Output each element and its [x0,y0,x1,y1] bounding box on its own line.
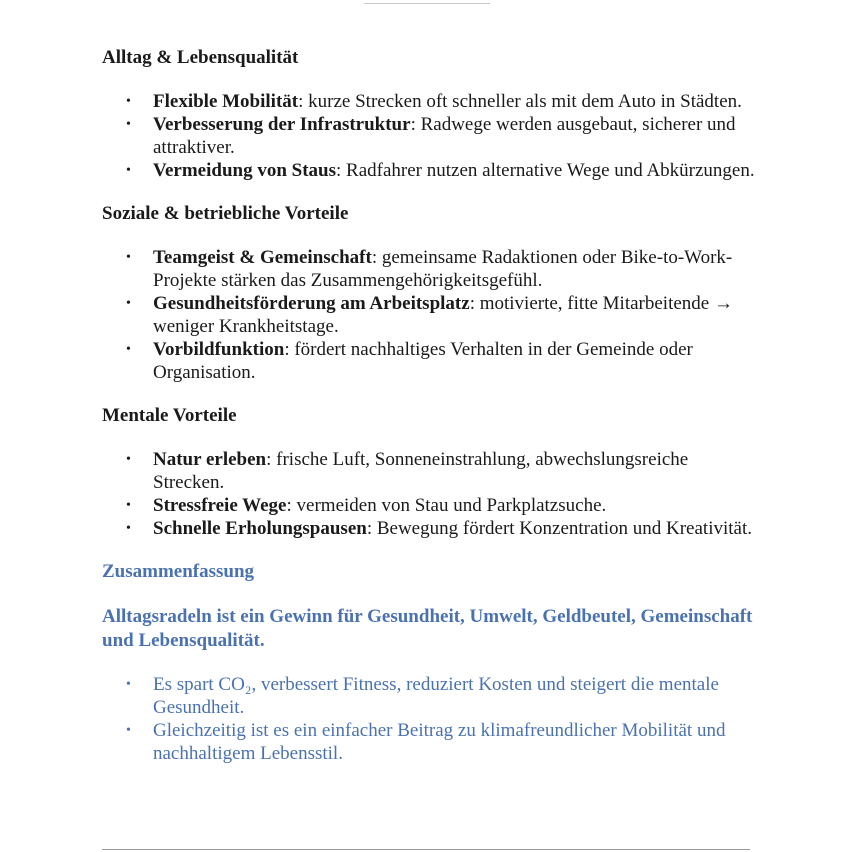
item-text: : gemeinsame Radaktionen oder Bike-to-Work-Projekte stärken das Zusammengehörigkeitsgefühl. [153,247,733,291]
item-text: Gleichzeitig ist es ein einfacher Beitrag zu klimafreundlicher Mobilität und nachhaltigem Lebensstil. [153,720,726,764]
bullet-icon: • [126,521,131,536]
item-term: Verbesserung der Infrastruktur [153,114,411,135]
list-item [102,673,762,719]
list-item [102,159,762,182]
bullet-icon: • [126,163,131,178]
bullet-list-alltag [102,90,762,182]
bullet-icon: • [126,498,131,513]
item-term: Flexible Mobilität [153,91,299,112]
section-heading-soziale: Soziale & betriebliche Vorteile [102,203,349,224]
item-term: Vermeidung von Staus [153,160,337,181]
bullet-icon: • [126,677,131,692]
summary-lead: Alltagsradeln ist ein Gewinn für Gesundheit, Umwelt, Geldbeutel, Gemeinschaft und Lebensqualität. [102,606,753,651]
list-item [102,338,762,384]
header-line [364,0,490,4]
horizontal-rule [102,849,750,850]
item-term: Schnelle Erholungspausen [153,518,367,539]
item-term: Teamgeist & Gemeinschaft [153,247,372,268]
list-item [102,719,762,765]
item-text: : kurze Strecken oft schneller als mit dem Auto in Städten. [298,91,742,112]
list-item [102,517,762,540]
item-term: Vorbildfunktion [153,339,285,360]
section-heading-alltag: Alltag & Lebensqualität [102,47,299,68]
summary-list [102,673,762,765]
bullet-icon: • [126,94,131,109]
bullet-list-soziale [102,246,762,384]
bullet-icon: • [126,452,131,467]
item-term: Gesundheitsförderung am Arbeitsplatz [153,293,470,314]
list-item [102,90,762,113]
section-heading-mentale: Mentale Vorteile [102,405,237,426]
item-text: : Radfahrer nutzen alternative Wege und Abkürzungen. [336,160,755,181]
document-body [102,46,762,785]
summary-heading: Zusammenfassung [102,561,255,582]
bullet-icon: • [126,723,131,738]
bullet-icon: • [126,342,131,357]
item-text: : vermeiden von Stau und Parkplatzsuche. [286,495,607,516]
list-item [102,448,762,494]
item-term: Natur erleben [153,449,267,470]
item-text: : motivierte, fitte Mitarbeitende → weniger Krankheitstage. [153,293,733,337]
list-item [102,246,762,292]
bullet-icon: • [126,296,131,311]
item-term: Stressfreie Wege [153,495,287,516]
list-item [102,292,762,338]
bullet-icon: • [126,250,131,265]
item-text: : frische Luft, Sonneneinstrahlung, abwechslungsreiche Strecken. [153,449,689,493]
item-text: : Radwege werden ausgebaut, sicherer und attraktiver. [153,114,736,158]
list-item [102,494,762,517]
bullet-list-mentale [102,448,762,540]
bullet-icon: • [126,117,131,132]
item-text: : fördert nachhaltiges Verhalten in der Gemeinde oder Organisation. [153,339,693,383]
list-item [102,113,762,159]
item-text: Es spart CO₂, verbessert Fitness, reduziert Kosten und steigert die mentale Gesundheit. [153,674,719,718]
item-text: : Bewegung fördert Konzentration und Kreativität. [366,518,752,539]
